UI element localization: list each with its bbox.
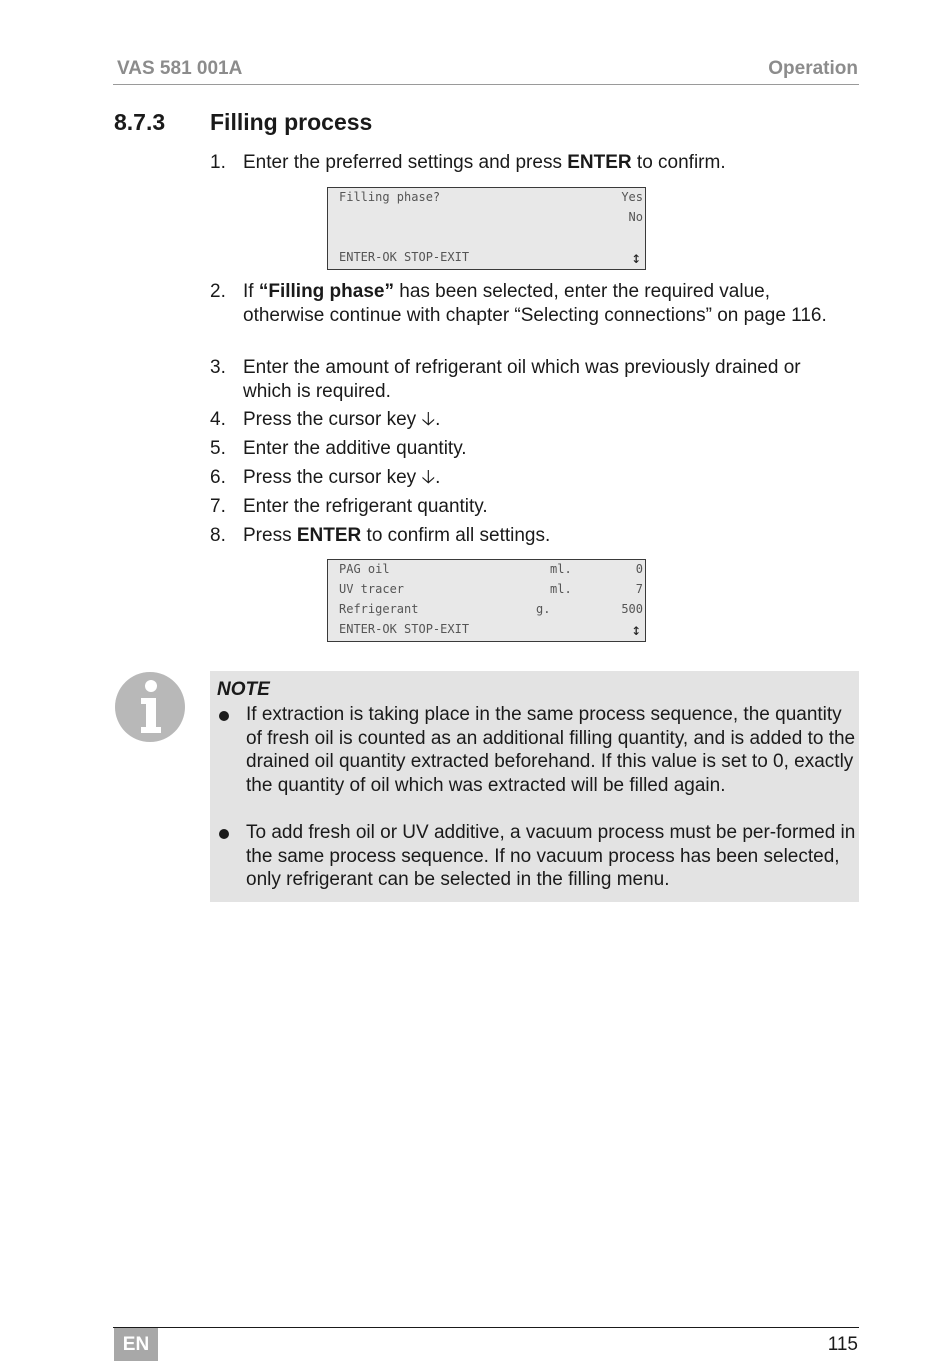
note-bullet-text: If extraction is taking place in the same process sequence, the quantity of fresh oil is counted as an additional filling quantity, and is added to the drained oil quantity extracted beforehand. If this value is set to 0, exactly the quantity of oil which was extracted will be filled again. — [246, 704, 856, 796]
step-text: Enter the additive quantity. — [243, 438, 467, 459]
step-text: Enter the amount of refrigerant oil which was previously drained or which is required. — [243, 357, 801, 402]
lcd-row-label: PAG oil — [339, 562, 390, 576]
lcd-row-label: Refrigerant — [339, 602, 419, 616]
page-number: 115 — [827, 1334, 858, 1355]
lcd-row-unit: ml. — [550, 582, 572, 596]
lcd-row-value: 500 — [621, 602, 643, 616]
lcd-option-no: No — [628, 210, 643, 224]
device-display-filling-phase — [327, 187, 646, 270]
note-bullet-text: To add fresh oil or UV additive, a vacuum process must be per-formed in the same process sequence. If no vacuum process has been selected, only refrigerant can be selected in the filling menu. — [246, 822, 856, 890]
lcd-footer: ENTER-OK STOP-EXIT — [339, 250, 470, 264]
bullet-dot-icon — [219, 829, 229, 839]
up-down-arrow-icon: ↕ — [631, 620, 641, 639]
step-number: 5. — [210, 438, 226, 459]
info-icon — [114, 671, 186, 743]
note-title: NOTE — [217, 679, 270, 700]
section-number: 8.7.3 — [114, 109, 166, 135]
lcd-row-unit: ml. — [550, 562, 572, 576]
note-bullet-1 — [219, 703, 856, 821]
lcd-row-value: 0 — [635, 562, 643, 576]
section-title: Filling process — [210, 109, 373, 135]
header-doc-id: VAS 581 001A — [117, 58, 243, 79]
header-chapter: Operation — [768, 58, 858, 79]
note-bullet-2 — [219, 821, 856, 893]
step-text: Press the cursor key 🡣. — [243, 409, 441, 430]
footer-divider — [113, 1327, 859, 1328]
step-number: 6. — [210, 467, 226, 488]
step-number: 3. — [210, 357, 226, 378]
header-divider — [113, 84, 859, 85]
step-text: Enter the preferred settings and press ENTER to confirm. — [243, 152, 726, 173]
step-text: Press ENTER to confirm all settings. — [243, 525, 551, 546]
up-down-arrow-icon: ↕ — [631, 248, 641, 267]
step-text: Press the cursor key 🡣. — [243, 467, 441, 488]
step-text: If “Filling phase” has been selected, enter the required value, otherwise continue with chapter “Selecting connections” on page 116. — [243, 281, 827, 326]
step-number: 4. — [210, 409, 226, 430]
step-text: Enter the refrigerant quantity. — [243, 496, 488, 517]
step-number: 2. — [210, 281, 226, 302]
step-number: 7. — [210, 496, 226, 517]
lcd-option-yes: Yes — [621, 190, 643, 204]
lcd-footer: ENTER-OK STOP-EXIT — [339, 622, 470, 636]
device-display-quantities — [327, 559, 646, 642]
lcd-row-value: 7 — [635, 582, 643, 596]
step-2 — [210, 280, 850, 352]
step-number: 1. — [210, 152, 226, 173]
lcd-question: Filling phase? — [339, 190, 441, 204]
lcd-row-label: UV tracer — [339, 582, 405, 596]
lcd-row-unit: g. — [536, 602, 551, 616]
step-number: 8. — [210, 525, 226, 546]
bullet-dot-icon — [219, 711, 229, 721]
language-badge: EN — [114, 1328, 158, 1361]
